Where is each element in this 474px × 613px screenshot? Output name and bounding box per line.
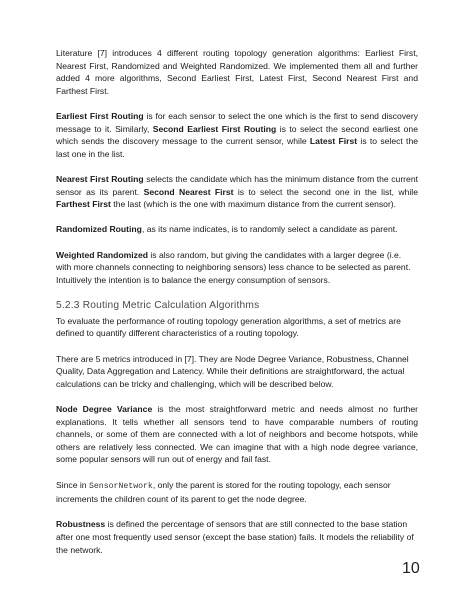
weighted-randomized-paragraph: Weighted Randomized is also random, but giving the candidates with a larger degree (i.e. with more channels connecting to neighboring sensors) less chance to be selected as parent. Intuitively the intention is to balance the energy consumption of sensors. — [56, 249, 411, 285]
nearest-first-paragraph: Nearest First Routing selects the candidate which has the minimum distance from the current sensor as its parent. Second Nearest First is to select the second one in the list, while Farthest First the last (which is the one with maximum distance from the current sensor). — [56, 173, 418, 210]
term-second-earliest-first-routing: Second Earliest First Routing — [152, 123, 277, 134]
sensor-network-paragraph: Since in SensorNetwork, only the parent is stored for the routing topology, each sensor increments the children count of its parent to get the node degree. — [56, 479, 391, 505]
term-randomized-routing: Randomized Routing — [56, 224, 142, 235]
term-robustness: Robustness — [56, 519, 106, 530]
randomized-paragraph: Randomized Routing, as its name indicates, is to randomly select a candidate as parent. — [56, 224, 398, 235]
metrics-intro-paragraph: To evaluate the performance of routing topology generation algorithms, a set of metrics are defined to quantify different characteristics of a routing topology. — [56, 315, 401, 339]
term-nearest-first-routing: Nearest First Routing — [56, 173, 144, 184]
robustness-paragraph: Robustness is defined the percentage of sensors that are still connected to the base station after one most frequently used sensor (except the base station) fails. It models the reliability of the network. — [56, 519, 414, 555]
term-farthest-first: Farthest First — [56, 199, 111, 210]
term-second-nearest-first: Second Nearest First — [143, 186, 234, 197]
metrics-list-paragraph: There are 5 metrics introduced in [7]. They are Node Degree Variance, Robustness, Channel Quality, Data Aggregation and Latency. While their definitions are straightforward, the actual calculations can be tricky and challenging, which will be described below. — [56, 353, 409, 389]
earliest-first-paragraph: Earliest First Routing is for each sensor to select the one which is the first to send discovery message to it. Similarly, Second Earliest First Routing is to select the second earliest one which sends the discovery message to the current sensor, while Latest First is to select the last one in the list. — [56, 110, 419, 159]
term-earliest-first-routing: Earliest First Routing — [56, 110, 144, 121]
term-weighted-randomized: Weighted Randomized — [56, 249, 148, 260]
term-latest-first: Latest First — [309, 136, 358, 147]
page-content — [56, 47, 418, 569]
intro-paragraph: Literature [7] introduces 4 different routing topology generation algorithms: Earliest First, Nearest First, Randomized and Weighted Randomized. We implemented them all and further added 4 more algorithms, Second Earliest First, Latest First, Second Nearest First and Farthest First. — [56, 48, 418, 96]
section-heading: 5.2.3 Routing Metric Calculation Algorithms — [56, 299, 260, 311]
term-node-degree-variance: Node Degree Variance — [56, 404, 153, 415]
page-number: 10 — [402, 560, 420, 577]
code-sensor-network: SensorNetwork — [88, 481, 153, 491]
node-degree-variance-paragraph: Node Degree Variance is the most straightforward metric and needs almost no further explanations. It tells whether all sensors tend to have comparable numbers of routing channels, or some of them are connected with a lot of neighbors and become hotspots, while others are relatively less connected. We can imagine that with a high node degree variance, some popular sensors will run out of energy and fail fast. — [56, 404, 419, 465]
